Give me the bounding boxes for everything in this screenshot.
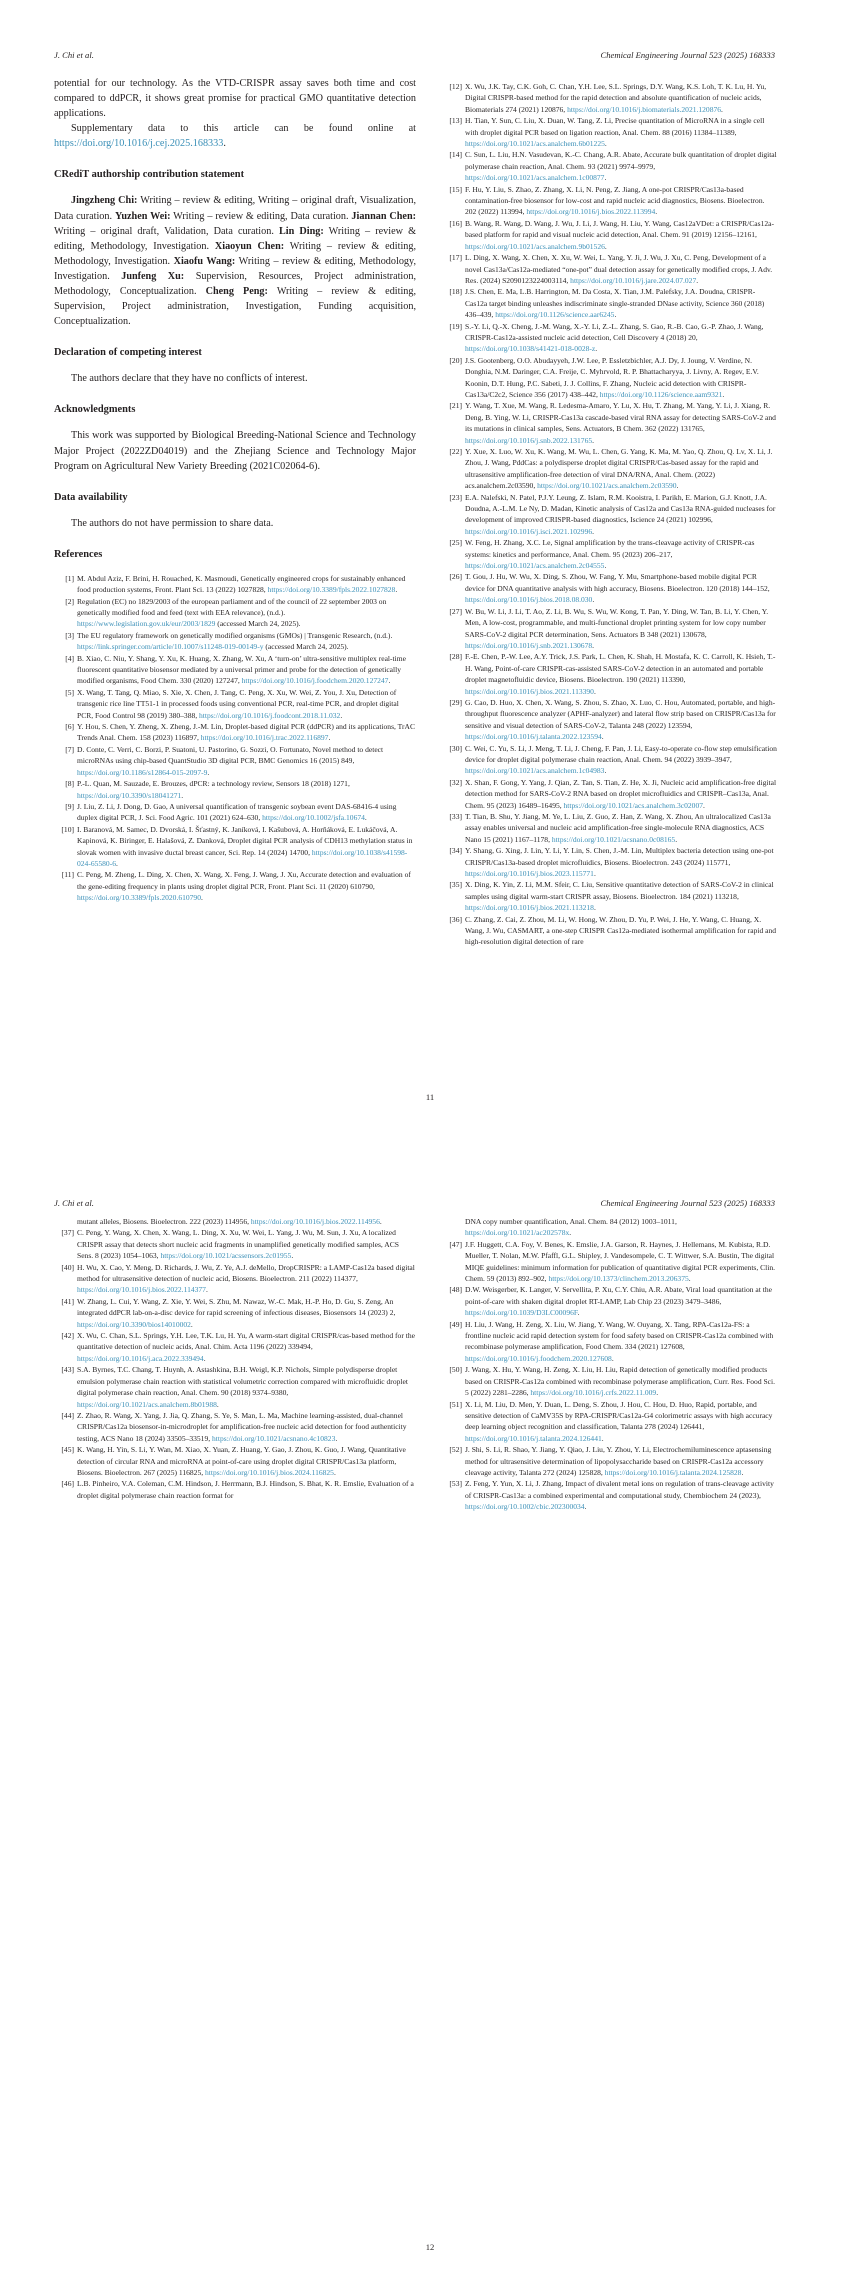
- reference-tail: .: [604, 561, 607, 571]
- reference-tail: .: [595, 344, 598, 354]
- reference-item: [54, 687, 416, 721]
- reference-link[interactable]: https://doi.org/10.1016/j.foodcont.2018.11.032: [199, 710, 341, 720]
- page-number: 12: [425, 2242, 435, 2252]
- reference-number: [44]: [61, 1410, 74, 1420]
- reference-tail: .: [340, 710, 343, 720]
- reference-list: [442, 1239, 777, 1513]
- reference-text: The EU regulatory framework on genetically modified organisms (GMOs) | Transgenic Research, (n.d.).: [77, 630, 393, 640]
- reference-number: [4]: [65, 653, 74, 663]
- reference-text: J.S. Gootenberg, O.O. Abudayyeh, J.W. Lee, P. Essletzbichler, A.J. Dy, J. Joung, V. Verdine, N. Donghia, N.M. Daringer, C.A. Freije, C. Myhrvold, R. P. Bhattacharyya, J. Livny, A. Regev, E.V. Koonin, D.T. Hung, P.C. Sabeti, J. J. Collins, F. Zhang, Nucleic acid detection with CRISPR-Cas13a/C2c2, Science 356 (2017) 438–442,: [465, 355, 759, 399]
- reference-number: [16]: [449, 218, 462, 228]
- contributor-roles: Writing – review & editing, Data curation.: [170, 210, 352, 222]
- acknowledgments-text: This work was supported by Biological Breeding-National Science and Technology Major Project (2022ZD04019) and the Zhejiang Science and Technology Major Program on Agricultural New Variety Breeding (2021C02064-6).: [54, 430, 416, 472]
- reference-text: C. Peng, Y. Wang, X. Chen, X. Wang, L. Ding, X. Xu, W. Wei, L. Yang, J. Wu, M. Sun, J. Xu, A localized CRISPR assay that detects short nucleic acid fragments in unamplified genetically modified samples, ACS Sens. 8 (2023) 1054–1063,: [77, 1228, 399, 1261]
- reference-text: I. Baranová, M. Samec, D. Dvorská, I. Šťastný, K. Janíková, I. Kašubová, A. Horňáková, E. Lukáčová, A. Kapinová, K. Biringer, E. Halašová, Z. Danková, Droplet digital PCR analysis of CDH13 methylation status in slovak women with invasive ductal breast cancer, Sci. Rep. 14 (2024) 14700,: [77, 824, 413, 857]
- reference-link[interactable]: https://doi.org/10.1021/acs.analchem.3c02007: [563, 800, 703, 810]
- reference-text: J.F. Huggett, C.A. Foy, V. Benes, K. Emslie, J.A. Garson, R. Haynes, J. Hellemans, M. Kubista, R.D. Mueller, T. Nolan, M.W. Pfaffl, G.L. Shipley, J. Vandesompele, C. T. Wittwer, S.A. Bustin, The digital MIQE guidelines: minimum information for publication of quantitative digital PCR experiments, Clin. Chem. 59 (2013) 892–902,: [465, 1239, 776, 1284]
- reference-number: [33]: [449, 812, 462, 821]
- reference-item: [442, 606, 777, 652]
- reference-number: [45]: [61, 1445, 74, 1455]
- reference-number: [7]: [65, 744, 74, 754]
- reference-link[interactable]: https://doi.org/10.1016/j.jare.2024.07.027: [570, 275, 697, 285]
- reference-link[interactable]: https://doi.org/10.1016/j.biomaterials.2021.120876: [567, 104, 722, 114]
- reference-link[interactable]: https://doi.org/10.1016/j.bios.2022.114956: [250, 1217, 380, 1226]
- reference-tail: .: [592, 435, 595, 445]
- reference-text: T. Tian, B. Shu, Y. Jiang, M. Ye, L. Liu, Z. Guo, Z. Han, Z. Wang, X. Zhou, An ultralocalized Cas13a assay enables universal and nucleic acid amplification-free single-molecule RNA diagnostics, ACS Nano 15 (2021) 1167–1178,: [465, 812, 771, 844]
- reference-item: [54, 824, 416, 870]
- reference-item: [54, 630, 416, 653]
- reference-link[interactable]: https://doi.org/10.1021/acs.analchem.1c04983: [465, 766, 605, 776]
- reference-number: [49]: [449, 1319, 462, 1329]
- reference-item: [442, 537, 777, 571]
- contributor-roles: Writing – original draft, Validation, Data curation.: [54, 225, 279, 237]
- contributor-roles: Writing – review & editing, Methodology, Investigation.: [54, 240, 417, 267]
- reference-link[interactable]: https://doi.org/10.1016/j.isci.2021.102996: [465, 526, 593, 536]
- reference-item: [442, 777, 777, 811]
- reference-number: [28]: [449, 652, 462, 662]
- reference-link[interactable]: https://doi.org/10.1021/acs.analchem.9b01526: [465, 241, 605, 251]
- reference-tail: .: [388, 676, 391, 686]
- reference-number: [8]: [65, 779, 74, 789]
- reference-tail: (accessed March 24, 2025).: [215, 619, 301, 629]
- reference-number: [17]: [449, 253, 462, 263]
- reference-tail: .: [116, 858, 118, 868]
- reference-item: [54, 1364, 416, 1410]
- reference-text: X. Ding, K. Yin, Z. Li, M.M. Sfeir, C. Liu, Sensitive quantitative detection of SARS-CoV-2 in clinical samples using digital warm-start CRISPR assay, Biosens. Bioelectron. 184 (2021) 113218,: [465, 880, 774, 901]
- left-column: [54, 1216, 416, 1501]
- reference-item: [54, 1444, 416, 1478]
- reference-item: [442, 1239, 777, 1285]
- reference-text: X. Li, M. Liu, D. Men, Y. Duan, L. Deng, S. Zhou, J. Hou, C. Hou, D. Huo, Rapid, portable, and sensitive detection of CaMV35S by RPA-CRISPR/Cas12a-G4 colorimetric assays with high accuracy deep learning object recognition and classification, Talanta 278 (2024) 126441,: [465, 1399, 773, 1432]
- reference-number: [20]: [449, 355, 462, 365]
- contributor-roles: Supervision, Resources, Project administration, Methodology, Conceptualization.: [54, 270, 416, 298]
- reference-number: [11]: [61, 870, 74, 880]
- reference-item: [54, 801, 416, 824]
- contributor-roles: Writing – review & editing, Methodology, Investigation.: [54, 255, 416, 282]
- reference-link[interactable]: https://doi.org/10.1016/j.talanta.2022.123594: [465, 732, 602, 742]
- contributor-name: Yuzhen Wei:: [114, 210, 171, 222]
- reference-tail: .: [614, 310, 617, 320]
- reference-tail: .: [592, 526, 595, 536]
- reference-text: L. Ding, X. Wang, X. Chen, X. Xu, W. Wei, L. Yang, Y. Ji, J. Wu, J. Xu, C. Peng, Development of a novel Cas13a/Cas12a-mediated “one-pot” dual detection assay for genetically modified crops, J. Adv. Res. (2024) S2090123224003114,: [465, 253, 773, 285]
- reference-link[interactable]: https://doi.org/10.1186/s12864-015-2097-9: [77, 767, 208, 777]
- contributor-roles: Writing – review & editing, Supervision, Project administration, Investigation, Funding acquisition, Conceptualization.: [54, 286, 417, 328]
- running-header-journal: Chemical Engineering Journal 523 (2025) 168333: [600, 1198, 775, 1208]
- reference-number: [46]: [61, 1479, 74, 1489]
- reference-number: [9]: [65, 801, 74, 811]
- reference-tail: .: [395, 585, 398, 595]
- reference-tail: .: [333, 1467, 336, 1477]
- competing-interest-heading: Declaration of competing interest: [54, 347, 202, 359]
- reference-number: [41]: [61, 1296, 74, 1306]
- reference-continuation: [442, 1216, 777, 1239]
- reference-tail: .: [593, 903, 596, 913]
- reference-text: DNA copy number quantification, Anal. Chem. 84 (2012) 1003–1011,: [465, 1217, 677, 1226]
- reference-link[interactable]: https://doi.org/10.3390/bios14010002: [77, 1319, 191, 1329]
- reference-number: [53]: [449, 1479, 462, 1489]
- contributor-name: Cheng Peng:: [205, 286, 268, 298]
- reference-number: [40]: [61, 1262, 74, 1272]
- reference-link[interactable]: https://doi.org/10.1021/acs.analchem.2c04555: [465, 561, 605, 571]
- reference-item: [54, 869, 416, 903]
- reference-item: [442, 252, 777, 286]
- reference-item: [442, 115, 777, 149]
- reference-text: mutant alleles, Biosens. Bioelectron. 222 (2023) 114956,: [77, 1217, 251, 1226]
- reference-text: W. Bu, W. Li, J. Li, T. Ao, Z. Li, B. Wu, S. Wu, W. Kong, T. Pan, Y. Ding, W. Tan, B. Li, Y. Chen, Y. Men, A low-cost, programmable, and multi-functional droplet printing system for low copy number SARS-CoV-2 digital PCR determination, Sens. Actuators B 348 (2021) 130678,: [465, 606, 769, 639]
- reference-text: X. Wang, T. Tang, Q. Miao, S. Xie, X. Chen, J. Tang, C. Peng, X. Xu, W. Wei, Z. You, J. Xu, Detection of transgenic rice line TT51-1 in processed foods using conventional PCR, real-time PCR, and droplet digital PCR, Food Control 98 (2019) 380–388,: [77, 687, 399, 720]
- reference-tail: .: [676, 481, 679, 491]
- reference-link[interactable]: https://doi.org/10.1016/j.bios.2022.114377: [77, 1285, 206, 1295]
- reference-number: [6]: [65, 722, 74, 732]
- reference-item: [442, 446, 777, 492]
- contributor-name: Jingzheng Chi:: [71, 195, 138, 207]
- supplementary-link[interactable]: https://doi.org/10.1016/j.cej.2025.168333: [54, 138, 224, 150]
- reference-link[interactable]: https://doi.org/10.1373/clinchem.2013.206375: [548, 1274, 689, 1284]
- page-11: [0, 0, 860, 1140]
- data-availability-heading: Data availability: [54, 491, 128, 503]
- reference-link[interactable]: https://doi.org/10.1016/j.snb.2022.131765: [465, 435, 593, 445]
- reference-text: D. Conte, C. Verri, C. Borzi, P. Suatoni, U. Pastorino, G. Sozzi, O. Fortunato, Novel method to detect microRNAs using chip-based QuantStudio 3D digital PCR, BMC Genomics 16 (2015) 849,: [77, 744, 384, 766]
- reference-item: [54, 1227, 416, 1261]
- reference-text: H. Tian, Y. Sun, C. Liu, X. Duan, W. Tang, Z. Li, Precise quantitation of MicroRNA in a single cell with droplet digital PCR based on ligation reaction, Anal. Chem. 88 (2016) 11384–11389,: [465, 116, 765, 137]
- reference-link[interactable]: https://doi.org/10.1016/j.bios.2021.113390: [465, 686, 594, 696]
- reference-number: [50]: [449, 1365, 462, 1375]
- reference-link[interactable]: https://doi.org/10.1021/acssensors.2c01955: [160, 1251, 292, 1261]
- reference-text: Y. Shang, G. Xing, J. Lin, Y. Li, Y. Lin, S. Chen, J.-M. Lin, Multiplex bacteria detection using one-pot CRISPR/Cas13a-based droplet microfluidics, Biosens. Bioelectron. 243 (2024) 115771,: [465, 846, 774, 867]
- reference-tail: .: [656, 1388, 659, 1398]
- reference-text: J. Shi, S. Li, R. Shao, Y. Jiang, Y. Qiao, J. Liu, Y. Zhou, Y. Li, Electrochemiluminescence aptasensing method for ultrasensitive determination of lipopolysaccharide based on CRISPR-Cas12a accessory cleavage activity, Talanta 272 (2024) 125828,: [465, 1445, 772, 1477]
- reference-number: [15]: [449, 184, 462, 194]
- reference-number: [18]: [449, 287, 462, 297]
- reference-list: [54, 573, 416, 904]
- reference-tail: .: [328, 733, 331, 743]
- reference-number: [30]: [449, 743, 462, 753]
- reference-text: Regulation (EC) no 1829/2003 of the european parliament and of the council of 22 september 2003 on genetically modified food and feed (text with EEA relevance), (n.d.).: [77, 596, 387, 617]
- reference-link[interactable]: https://doi.org/10.1016/j.foodchem.2020.127247: [241, 676, 389, 686]
- reference-item: [442, 879, 777, 913]
- reference-number: [27]: [449, 606, 462, 616]
- reference-link[interactable]: https://doi.org/10.1021/acs.analchem.8b01988: [77, 1399, 217, 1409]
- reference-link[interactable]: https://doi.org/10.1038/s41421-018-0028-z: [465, 344, 596, 354]
- reference-link[interactable]: https://doi.org/10.1021/acsnano.0c08165: [551, 834, 676, 844]
- reference-text: Y. Xue, X. Luo, W. Xu, K. Wang, M. Wu, L. Chen, G. Yang, K. Ma, M. Yao, Q. Zhou, Q. Lv, X. Li, J. Zhou, J. Wang, PddCas: a polydisperse droplet digital CRISPR/Cas-based assay for the rapid and ultrasensitive amplification-free detection of viral DNA/RNA, Anal. Chem. (2022) acs.analchem.2c03590,: [465, 447, 773, 491]
- supplementary-paragraph: [54, 121, 416, 151]
- reference-text: F.-E. Chen, P.-W. Lee, A.Y. Trick, J.S. Park, L. Chen, K. Shah, H. Mostafa, K. C. Carroll, K. Hsieh, T.-H. Wang, Point-of-care CRISPR-cas-assisted SARS-CoV-2 detection in an automated and portable droplet magnetofluidic device, Biosens. Bioelectron. 190 (2021) 113390,: [465, 652, 776, 685]
- reference-item: [442, 571, 777, 605]
- reference-link[interactable]: https://doi.org/10.1016/j.snb.2021.130678: [465, 640, 593, 650]
- reference-number: [25]: [449, 538, 462, 548]
- reference-text: C. Peng, M. Zheng, L. Ding, X. Chen, X. Wang, X. Feng, J. Wang, J. Xu, Accurate detection and evaluation of the gene-editing frequency in plants using droplet digital PCR, Front. Plant Sci. 11 (2020) 610790,: [77, 870, 411, 891]
- reference-number: [36]: [449, 914, 462, 924]
- reference-item: [54, 1410, 416, 1444]
- reference-item: [442, 914, 777, 948]
- page-12: [0, 1146, 860, 2292]
- contributor-name: Xiaoyun Chen:: [214, 240, 285, 252]
- reference-number: [29]: [449, 697, 462, 707]
- reference-number: [23]: [449, 492, 462, 502]
- reference-tail: .: [181, 790, 184, 800]
- reference-number: [51]: [449, 1399, 462, 1409]
- reference-item: [442, 811, 777, 845]
- reference-text: F. Hu, Y. Liu, S. Zhao, Z. Zhang, X. Li, N. Peng, Z. Jiang, A one-pot CRISPR/Cas13a-based contamination-free biosensor for low-cost and rapid nucleic acid diagnostics, Biosens. Bioelectron. 202 (2022) 113994,: [465, 184, 765, 217]
- reference-text: P.-L. Quan, M. Sauzade, E. Brouzes, dPCR: a technology review, Sensors 18 (2018) 1271,: [77, 779, 350, 789]
- reference-item: [442, 845, 777, 879]
- reference-item: [54, 744, 416, 778]
- reference-tail: .: [207, 767, 210, 777]
- contributor-name: Lin Ding:: [278, 225, 324, 237]
- reference-tail: .: [291, 1251, 294, 1261]
- reference-tail: .: [190, 1319, 193, 1329]
- reference-item: [442, 286, 777, 320]
- reference-text: Z. Zhao, R. Wang, X. Yang, J. Jia, Q. Zhang, S. Ye, S. Man, L. Ma, Machine learning-assisted, dual-channel CRISPR/Cas12a biosensor-in-microdroplet for amplification-free nucleic acid detection for food authenticity testing, ACS Nano 18 (2024) 33505–33519,: [77, 1410, 407, 1443]
- references-heading: References: [54, 548, 103, 560]
- reference-link[interactable]: https://doi.org/10.1002/jsfa.10674: [262, 813, 365, 823]
- reference-item: [442, 218, 777, 252]
- reference-item: [54, 1296, 416, 1330]
- reference-item: [442, 400, 777, 446]
- reference-tail: .: [593, 686, 596, 696]
- page-number: 11: [425, 1092, 435, 1102]
- reference-text: J.S. Chen, E. Ma, L.B. Harrington, M. Da Costa, X. Tian, J.M. Palefsky, J.A. Doudna, CRISPR-Cas12a target binding unleashes indiscriminate single-stranded DNase activity, Science 360 (2018) 436–439,: [465, 287, 765, 320]
- reference-tail: .: [601, 1433, 604, 1443]
- reference-list: [54, 1227, 416, 1501]
- reference-number: [2]: [65, 596, 74, 606]
- reference-text: G. Cao, D. Huo, X. Chen, X. Wang, S. Zhou, S. Zhao, X. Luo, C. Hou, Automated, portable, and high-throughput fluorescence analyzer (APHF-analyzer) and lateral flow strip based on CRISPR/Cas13a for sensitive and visual detection of SARS-CoV-2, Talanta 248 (2022) 123594,: [465, 697, 776, 730]
- reference-text: S.A. Byrnes, T.C. Chang, T. Huynh, A. Astashkina, B.H. Weigl, K.P. Nichols, Simple polydisperse droplet emulsion polymerase chain reaction with statistical volumetric correction compared with microfluidic droplet digital polymerase chain reaction, Anal. Chem. 90 (2018) 9374–9380,: [77, 1365, 408, 1398]
- reference-link[interactable]: https://doi.org/10.3390/s18041271: [77, 790, 182, 800]
- reference-item: [54, 1330, 416, 1364]
- data-availability-text: The authors do not have permission to share data.: [71, 517, 274, 529]
- reference-item: [442, 321, 777, 355]
- reference-tail: .: [335, 1433, 338, 1443]
- reference-text: C. Zhang, Z. Cai, Z. Zhou, M. Li, W. Hong, W. Zhou, D. Yu, P. Wei, J. He, Y. Wang, C. Huang, X. Wang, J. Wu, CASMART, a one-step CRISPR Cas12a-mediated isothermal amplification for rapid and high-resolution digital detection of rare: [465, 914, 777, 947]
- reference-item: [54, 596, 416, 630]
- reference-link[interactable]: https://doi.org/10.1016/j.crfs.2022.11.009: [530, 1388, 657, 1398]
- reference-item: [442, 1284, 777, 1318]
- reference-item: [442, 184, 777, 218]
- reference-text: B. Wang, R. Wang, D. Wang, J. Wu, J. Li, J. Wang, H. Liu, Y. Wang, Cas12aVDet: a CRISPR/Cas12a-based platform for rapid and visual nucleic acid detection, Anal. Chem. 91 (2019) 12156–12161,: [465, 218, 775, 240]
- contributor-name: Junfeng Xu:: [121, 270, 185, 282]
- reference-number: [5]: [65, 687, 74, 697]
- reference-text: E.A. Nalefski, N. Patel, P.J.Y. Leung, Z. Islam, R.M. Kooistra, I. Parikh, E. Marion, G.J. Knott, J.A. Doudna, A.-L.M. Le Ny, D. Madan, Kinetic analysis of Cas12a and Cas13a RNA-guided nucleases for development of improved CRISPR-based diagnostics, Iscience 24 (2021) 102996,: [465, 492, 776, 525]
- right-column: [442, 77, 777, 948]
- credit-paragraph: [54, 193, 416, 329]
- reference-item: [442, 149, 777, 183]
- reference-number: [13]: [449, 116, 462, 126]
- reference-item: [442, 1478, 777, 1512]
- reference-number: [42]: [61, 1331, 74, 1341]
- reference-tail: .: [721, 104, 723, 114]
- reference-item: [442, 1319, 777, 1365]
- left-column: [54, 76, 416, 904]
- reference-text: T. Gou, J. Hu, W. Wu, X. Ding, S. Zhou, W. Fang, Y. Mu, Smartphone-based mobile digital PCR device for DNA quantitative analysis with high accuracy, Biosens. Bioelectron. 120 (2018) 144–152,: [465, 572, 770, 593]
- reference-link[interactable]: https://doi.org/10.1021/ac202578x: [465, 1228, 570, 1238]
- reference-tail: .: [216, 1399, 219, 1409]
- reference-tail: .: [200, 893, 203, 903]
- intro-paragraph: potential for our technology. As the VTD-CRISPR assay saves both time and cost compared to ddPCR, it shows great promise for practical GMO quantitative detection applications.: [54, 78, 416, 120]
- reference-number: [43]: [61, 1365, 74, 1375]
- reference-number: [26]: [449, 572, 462, 582]
- acknowledgments-heading: Acknowledgments: [54, 404, 136, 416]
- reference-tail: .: [722, 389, 725, 399]
- reference-tail: .: [592, 595, 595, 605]
- reference-tail: .: [593, 869, 596, 879]
- reference-number: [10]: [61, 824, 74, 834]
- reference-text: Z. Feng, Y. Yun, X. Li, J. Zhang, Impact of divalent metal ions on regulation of trans-cleavage activity of CRISPR-Cas13a: a combined experimental and computational study, Chembiochem 24 (2023),: [465, 1479, 774, 1500]
- reference-tail: .: [655, 207, 658, 217]
- reference-text: C. Wei, C. Yu, S. Li, J. Meng, T. Li, J. Cheng, F. Pan, J. Li, Easy-to-operate co-flow step emulsification device for droplet digital polymerase chain reaction, Anal. Chem. 94 (2022) 3939–3947,: [465, 743, 777, 764]
- reference-text: J. Wang, X. Hu, Y. Wang, H. Zeng, X. Liu, H. Liu, Rapid detection of genetically modified products based on CRISPR-Cas12a combined with recombinase polymerase amplification, Curr. Res. Food Sci. 5 (2022) 2281–2286,: [465, 1365, 776, 1398]
- reference-number: [19]: [449, 321, 462, 331]
- reference-text: Y. Wang, T. Xue, M. Wang, R. Ledesma-Amaro, Y. Lu, X. Hu, T. Zhang, M. Yang, Y. Li, J. Xiang, R. Deng, B. Ying, W. Li, CRISPR-Cas13a cascade-based viral RNA assay for detecting SARS-CoV-2 and its mutations in clinical samples, Sens. Actuators, B Chem. 362 (2022) 131765,: [465, 401, 776, 434]
- reference-item: [442, 355, 777, 401]
- reference-number: [1]: [65, 573, 74, 583]
- reference-tail: .: [584, 1502, 587, 1512]
- reference-link[interactable]: https://doi.org/10.1126/science.aar6245: [495, 310, 615, 320]
- reference-item: [54, 778, 416, 801]
- contributor-roles: Writing – review & editing, Writing – original draft, Visualization, Data curation.: [54, 195, 416, 222]
- reference-tail: .: [611, 1353, 614, 1363]
- reference-tail: (accessed March 24, 2025).: [263, 642, 349, 652]
- reference-link[interactable]: https://doi.org/10.1002/cbic.202300034: [465, 1502, 585, 1512]
- reference-text: B. Xiao, C. Niu, Y. Shang, Y. Xu, K. Huang, X. Zhang, W. Xu, A ‘turn-on’ ultra-sensitive multiplex real-time fluorescent quantitative biosensor mediated by a universal primer and probe for the detection of genetically modified organisms, Food Chem. 330 (2020) 127247,: [77, 653, 406, 686]
- reference-number: [37]: [61, 1228, 74, 1238]
- reference-text: J. Liu, Z. Li, J. Dong, D. Gao, A universal quantification of transgenic soybean event DAS-68416-4 using duplex digital PCR, J. Sci. Food Agric. 101 (2021) 624–630,: [77, 801, 397, 823]
- contributor-name: Jiannan Chen:: [351, 210, 417, 222]
- reference-link[interactable]: https://doi.org/10.1016/j.bios.2018.08.030: [465, 595, 593, 605]
- reference-number: [52]: [449, 1445, 462, 1455]
- reference-number: [35]: [449, 880, 462, 890]
- reference-text: C. Sun, L. Liu, H.N. Vasudevan, K.-C. Chang, A.R. Abate, Accurate bulk quantitation of droplet digital polymerase chain reaction, Anal. Chem. 93 (2021) 9974–9979,: [465, 150, 777, 171]
- reference-number: [34]: [449, 846, 462, 856]
- reference-tail: .: [601, 732, 604, 742]
- reference-text: X. Wu, C. Chan, S.L. Springs, Y.H. Lee, T.K. Lu, H. Yu, A warm-start digital CRISPR/cas-based method for the quantitative detection of nucleic acids, Anal. Chim. Acta 1196 (2022) 339494,: [77, 1331, 415, 1352]
- contributor-name: Xiaofu Wang:: [173, 255, 236, 267]
- reference-item: [442, 1399, 777, 1445]
- reference-tail: .: [688, 1274, 691, 1284]
- reference-tail: .: [696, 275, 699, 285]
- reference-number: [21]: [449, 401, 462, 411]
- reference-number: [22]: [449, 447, 462, 456]
- reference-link[interactable]: https://doi.org/10.1021/acs.analchem.1c00877: [465, 173, 605, 183]
- reference-item: [442, 651, 777, 697]
- contributor-roles: Writing – review & editing, Methodology, Investigation.: [54, 225, 416, 252]
- reference-link[interactable]: https://doi.org/10.1016/j.bios.2021.113218: [465, 903, 594, 913]
- reference-tail: .: [205, 1285, 208, 1295]
- running-header-author: J. Chi et al.: [54, 50, 94, 60]
- reference-link[interactable]: https://doi.org/10.3389/fpls.2022.1027828: [267, 585, 396, 595]
- reference-number: [3]: [65, 630, 74, 640]
- reference-number: [14]: [449, 150, 462, 160]
- reference-tail: .: [604, 766, 607, 776]
- reference-link[interactable]: https://doi.org/10.1016/j.talanta.2024.126441: [465, 1433, 602, 1443]
- reference-item: [442, 697, 777, 743]
- running-header-author: J. Chi et al.: [54, 1198, 94, 1208]
- reference-number: [47]: [449, 1239, 462, 1249]
- reference-item: [54, 1262, 416, 1296]
- reference-text: H. Liu, J. Wang, H. Zeng, X. Liu, W. Jiang, Y. Wang, W. Ouyang, X. Tang, RPA-Cas12a-FS: a frontline nucleic acid rapid detection system for food safety based on CRISPR-Cas12a combined with recombinase polymerase amplification, Food Chem. 334 (2021) 127608,: [465, 1319, 774, 1352]
- reference-link[interactable]: https://doi.org/10.1016/j.foodchem.2020.127608: [465, 1353, 612, 1363]
- reference-link[interactable]: https://doi.org/10.1126/science.aam9321: [599, 389, 723, 399]
- reference-tail: .: [741, 1467, 744, 1477]
- supplementary-text: Supplementary data to this article can be found online at: [71, 123, 416, 135]
- reference-item: [442, 492, 777, 538]
- reference-tail: .: [364, 813, 367, 823]
- reference-tail: .: [604, 241, 607, 251]
- reference-tail: .: [604, 139, 607, 149]
- supplementary-period: .: [223, 138, 226, 150]
- credit-heading: CRediT authorship contribution statement: [54, 169, 245, 181]
- reference-link[interactable]: https://doi.org/10.1016/j.bios.2022.113994: [526, 207, 656, 217]
- reference-number: [48]: [449, 1285, 462, 1295]
- reference-item: [442, 1364, 777, 1398]
- reference-link[interactable]: https://doi.org/10.1021/acs.analchem.2c03590: [537, 481, 677, 491]
- reference-link[interactable]: https://doi.org/10.1039/D3LC00096F: [465, 1308, 578, 1318]
- reference-item: [442, 81, 777, 115]
- reference-text: W. Feng, H. Zhang, X.C. Le, Signal amplification by the trans-cleavage activity of CRISPR-cas systems: kinetics and performance, Anal. Chem. 95 (2023) 206–217,: [465, 538, 755, 559]
- reference-text: M. Abdul Aziz, F. Brini, H. Rouached, K. Masmoudi, Genetically engineered crops for sustainably enhanced food production systems, Front. Plant Sci. 13 (2022) 1027828,: [77, 573, 406, 595]
- reference-tail: .: [203, 1353, 206, 1363]
- reference-text: K. Wang, H. Yin, S. Li, Y. Wan, M. Xiao, X. Yuan, Z. Huang, Y. Gao, J. Zhou, K. Guo, J. Wang, Quantitative detection of circular RNA and microRNA at point-of-care using droplet digital CRISPR/Cas13a platform, Biosens. Bioelectron. 267 (2025) 116825,: [77, 1445, 406, 1477]
- reference-link[interactable]: https://doi.org/10.1021/acs.analchem.6b01225: [465, 139, 605, 149]
- reference-text: W. Zhang, L. Cui, Y. Wang, Z. Xie, Y. Wei, S. Zhu, M. Nawaz, W.-C. Mak, H.-P. Ho, D. Gu, S. Zeng, An integrated ddPCR lab-on-a-disc device for rapid screening of infectious diseases, Biosensors 14 (2023) 2,: [77, 1296, 396, 1318]
- reference-list: [442, 81, 777, 948]
- reference-item: [442, 743, 777, 777]
- reference-tail: .: [675, 834, 678, 844]
- reference-link[interactable]: https://doi.org/10.1038/s41598-024-65580-6: [77, 847, 408, 868]
- reference-number: [32]: [449, 777, 462, 787]
- right-column: [442, 1216, 777, 1513]
- reference-link[interactable]: https://doi.org/10.1016/j.bios.2023.115771: [465, 869, 594, 879]
- reference-link[interactable]: https://doi.org/10.1016/j.trac.2022.116897: [200, 733, 329, 743]
- reference-item: [54, 573, 416, 596]
- reference-link[interactable]: https://doi.org/10.1016/j.talanta.2024.125828: [604, 1467, 742, 1477]
- reference-link[interactable]: https://doi.org/10.3389/fpls.2020.610790: [77, 893, 201, 903]
- reference-text: D.W. Weisgerber, K. Langer, V. Servellita, P. Xu, C.Y. Chiu, A.R. Abate, Viral load quantitation at the point-of-care with shaken digital droplet RT-LAMP, Lab Chip 23 (2023) 3479–3486,: [465, 1285, 772, 1306]
- reference-text: X. Wu, J.K. Tay, C.K. Goh, C. Chan, Y.H. Lee, S.L. Springs, D.Y. Wang, K.S. Loh, T. K. Lu, H. Yu, Digital CRISPR-based method for the rapid detection and absolute quantification of nucleic acids, Biomaterials 274 (2021) 120876,: [465, 82, 767, 114]
- reference-item: [54, 721, 416, 744]
- reference-tail: .: [569, 1228, 572, 1238]
- reference-link[interactable]: https://doi.org/10.1016/j.bios.2024.116825: [205, 1467, 334, 1477]
- competing-interest-text: The authors declare that they have no conflicts of interest.: [71, 373, 308, 385]
- reference-link[interactable]: https://doi.org/10.1016/j.aca.2022.339494: [77, 1353, 204, 1363]
- reference-tail: .: [703, 800, 705, 810]
- reference-item: [54, 1478, 416, 1501]
- reference-tail: .: [604, 173, 607, 183]
- reference-tail: .: [592, 640, 595, 650]
- reference-continuation: [54, 1216, 416, 1227]
- reference-number: [12]: [449, 82, 462, 91]
- reference-link[interactable]: https://link.springer.com/article/10.1007/s11248-019-00149-y: [77, 642, 264, 652]
- running-header-journal: Chemical Engineering Journal 523 (2025) 168333: [600, 50, 775, 60]
- reference-text: Y. Hou, S. Chen, Y. Zheng, X. Zheng, J.-M. Lin, Droplet-based digital PCR (ddPCR) and its applications, TrAC Trends Anal. Chem. 158 (2023) 116897,: [77, 722, 415, 743]
- reference-tail: .: [379, 1217, 382, 1226]
- reference-text: X. Shan, F. Gong, Y. Yang, J. Qian, Z. Tan, S. Tian, Z. He, X. Ji, Nucleic acid amplification-free digital detection method for SARS-CoV-2 RNA based on droplet microfluidics and CRISPR–Cas13a, Anal. Chem. 95 (2023) 16489–16495,: [465, 777, 777, 810]
- reference-text: L.B. Pinheiro, V.A. Coleman, C.M. Hindson, J. Herrmann, B.J. Hindson, S. Bhat, K. R. Emslie, Evaluation of a droplet digital polymerase chain reaction format for: [77, 1479, 414, 1500]
- reference-link[interactable]: https://doi.org/10.1021/acsnano.4c10823: [212, 1433, 336, 1443]
- reference-item: [54, 653, 416, 687]
- reference-text: S.-Y. Li, Q.-X. Cheng, J.-M. Wang, X.-Y. Li, Z.-L. Zhang, S. Gao, R.-B. Cao, G.-P. Zhao, J. Wang, CRISPR-Cas12a-assisted nucleic acid detection, Cell Discovery 4 (2018) 20,: [465, 321, 764, 342]
- reference-link[interactable]: https://www.legislation.gov.uk/eur/2003/1829: [77, 619, 216, 629]
- reference-tail: .: [577, 1308, 580, 1318]
- reference-item: [442, 1444, 777, 1478]
- reference-text: H. Wu, X. Cao, Y. Meng, D. Richards, J. Wu, Z. Ye, A.J. deMello, DropCRISPR: a LAMP-Cas12a based digital method for ultrasensitive detection of nucleic acid, Biosens. Bioelectron. 211 (2022) 114377,: [77, 1262, 415, 1284]
